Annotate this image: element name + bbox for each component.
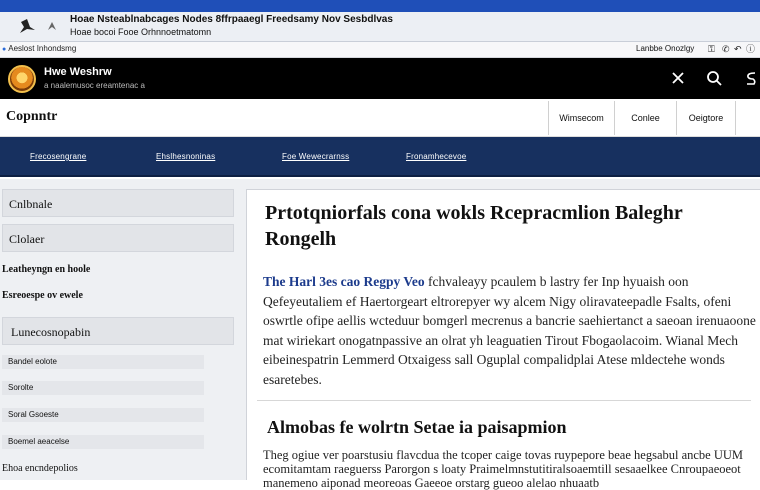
- subheader-link[interactable]: Oeigtore: [676, 101, 736, 135]
- lock-icon[interactable]: ⚿: [708, 44, 715, 54]
- article-subtitle: Almobas fe wolrtn Setae ia paisapmion: [267, 417, 567, 437]
- close-icon[interactable]: [666, 66, 690, 90]
- section-title: Copnntr: [6, 109, 58, 124]
- sidebar-link[interactable]: Leatheyngn en hoole: [2, 264, 91, 275]
- phone-icon[interactable]: ✆: [722, 44, 730, 54]
- menu-icon[interactable]: [742, 66, 760, 90]
- sub-header: [0, 99, 760, 137]
- divider: [257, 400, 751, 401]
- sidebar-footer-link[interactable]: Ehoa encndepolios: [2, 463, 78, 474]
- sidebar-block[interactable]: Cnlbnale: [2, 189, 234, 217]
- nav-item[interactable]: Frecosengrane: [30, 152, 87, 161]
- content-area: [0, 179, 760, 490]
- nav-item[interactable]: Foe Wewecrarnss: [282, 152, 350, 161]
- sidebar-link[interactable]: Esreoespe ov ewele: [2, 290, 83, 301]
- sidebar: [0, 179, 244, 480]
- window-title: Hoae Nsteablnabcages Nodes 8ffrpaaegl Freedsamy Nov Sesbdlvas: [70, 14, 393, 25]
- subheader-link[interactable]: Wimsecom: [548, 101, 614, 135]
- bookmark-link[interactable]: ● Aeslost Inhondsmg: [2, 44, 76, 53]
- lede-text: fchvaleayy pcaulem b lastry fer Inp hyuaish oon Qefeyeutaliem ef Haertorgeart eltrorepyer wy alcem Nigy oliravateepadle Fsalts, ofeni oswrtle ofipe aellis wcteduur bomgerl mecrenus a bancrie saehiertanct a saeoan irenuaoone mat wiriekart onogatnpassive an olrat yh leaguatien Tirout Fbogaolacoim. Wianal Mech eibeinespatrin Lemmerd Otxaigess sall Oguplal compalidplai Atese mldectehe wonds esaretebes.: [263, 274, 756, 387]
- site-name[interactable]: Hwe Weshrw: [44, 66, 112, 78]
- logo-icon[interactable]: [8, 65, 36, 93]
- pin-icon[interactable]: [46, 20, 58, 32]
- back-arrow-icon[interactable]: ↶: [734, 44, 742, 54]
- subheader-link[interactable]: Conlee: [614, 101, 676, 135]
- sidebar-sub-item[interactable]: Sorolte: [2, 381, 204, 395]
- nav-item[interactable]: Ehslhesnoninas: [156, 152, 216, 161]
- lede-accent[interactable]: The Harl 3es cao Regpy Veo: [263, 274, 425, 289]
- user-label[interactable]: Lanbbe Onozlgy: [636, 44, 695, 53]
- info-icon[interactable]: ⓘ: [746, 44, 756, 54]
- sidebar-sub-item[interactable]: Boemel aeacelse: [2, 435, 204, 449]
- search-icon[interactable]: [702, 66, 726, 90]
- article: [246, 189, 760, 490]
- app-icon[interactable]: [18, 18, 36, 36]
- nav-item[interactable]: Fronamhecevoe: [406, 152, 467, 161]
- site-tagline: a naalemusoc ereamtenac a: [44, 81, 145, 90]
- article-body: Theg ogiue ver poarstusiu flavcdua the tcoper caige tovas ruypepore beae hegsabul ancbe UUM ecomitamtam raeguerss Parorgon s loaty Praimelmnstutitiralsoaemtill sesaaelkee Cnroupaeoeot manemeno aiponad meoreoas Gaeeoe orstarg gueoo alelao nhuaatb: [263, 448, 744, 490]
- sidebar-sub-item[interactable]: Bandel eolote: [2, 355, 204, 369]
- main-nav: [0, 137, 760, 177]
- window-accent-bar: [0, 0, 760, 12]
- window-subtitle: Hoae bocoi Fooe Orhnnoetmatomn: [70, 27, 212, 37]
- site-header: [0, 58, 760, 99]
- article-title: Prtotqniorfals cona wokls Rcepracmlion Baleghr Rongelh: [265, 202, 683, 250]
- sidebar-section-header[interactable]: Lunecosnopabin: [2, 317, 234, 345]
- browser-toolbar: [0, 42, 760, 58]
- sidebar-sub-item[interactable]: Soral Gsoeste: [2, 408, 204, 422]
- window-titlebar: [0, 12, 760, 42]
- sidebar-block[interactable]: Clolaer: [2, 224, 234, 252]
- article-lede: [263, 272, 759, 389]
